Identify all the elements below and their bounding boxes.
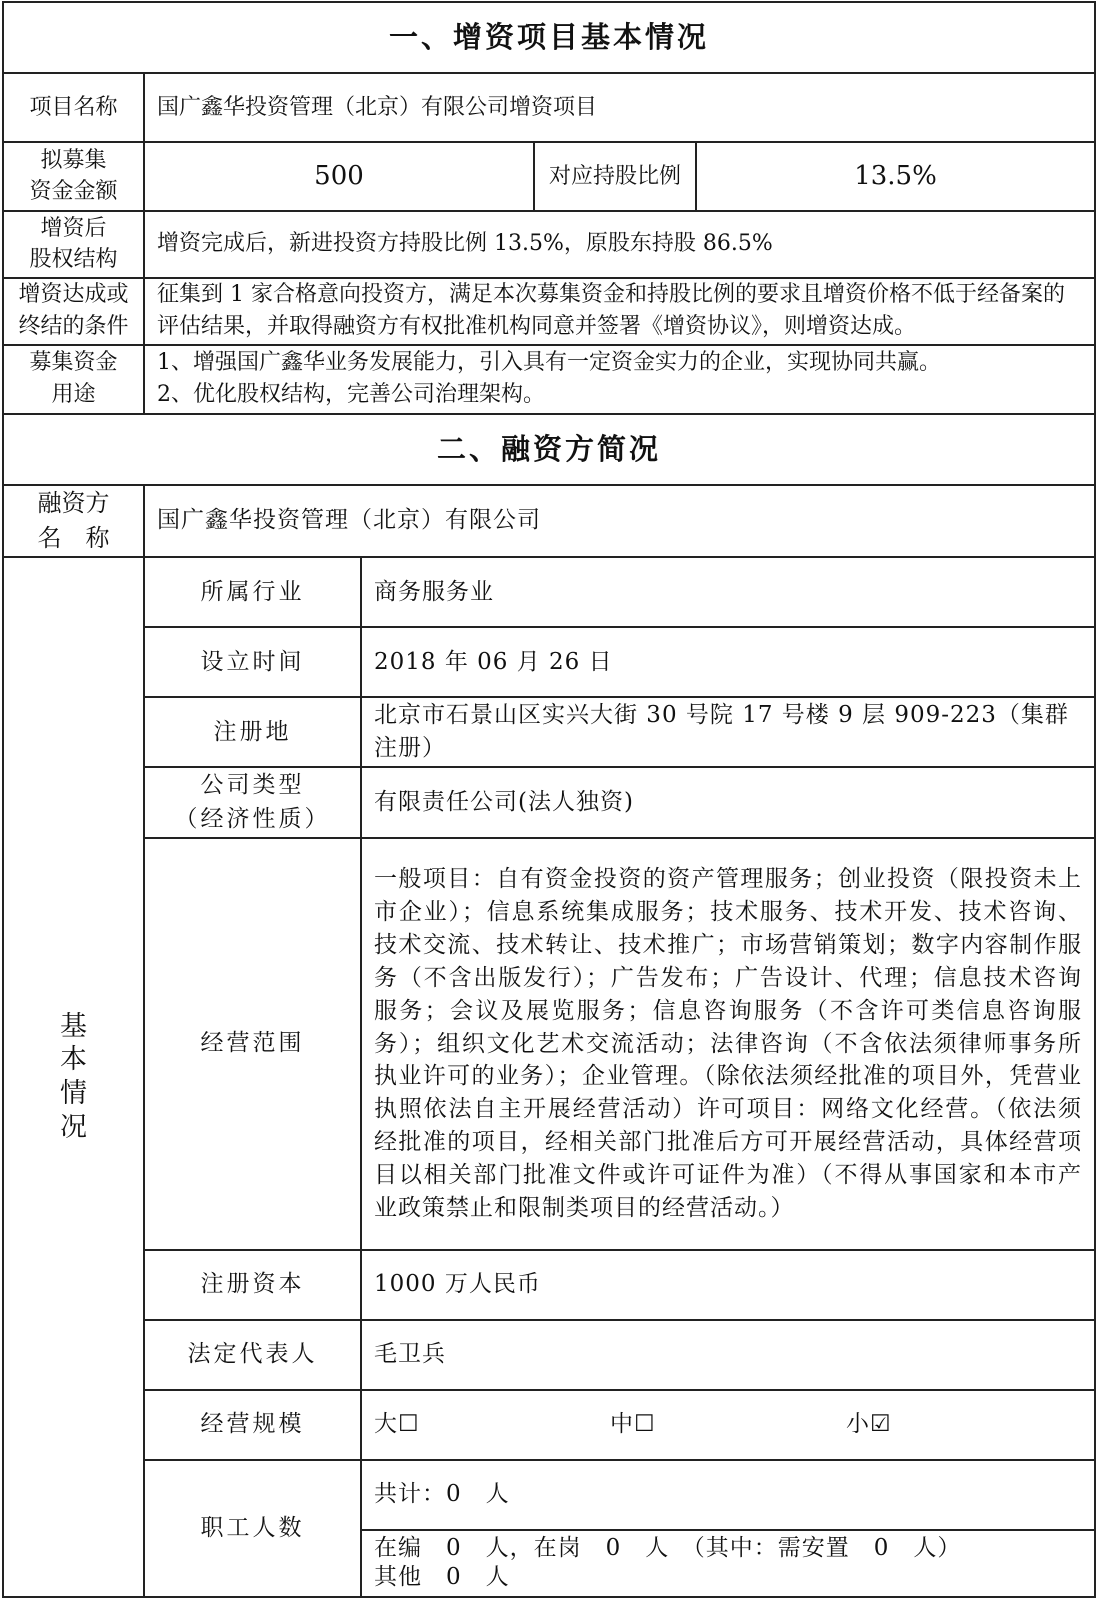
basic-info-label	[3, 557, 144, 1597]
financier-value: 国广鑫华投资管理（北京）有限公司	[144, 485, 1095, 558]
amount-label-line1: 拟募集	[40, 147, 107, 173]
equity-label-line2: 股权结构	[29, 247, 118, 273]
address-value: 北京市石景山区实兴大街 30 号院 17 号楼 9 层 909-223（集群注册）	[361, 697, 1095, 767]
project-name-label: 项目名称	[3, 73, 144, 142]
staff-detail-line1: 在编 0 人，在岗 0 人 （其中：需安置 0 人）	[374, 1534, 962, 1561]
equity-label-line1: 增资后	[40, 215, 107, 241]
staff-detail	[361, 1530, 1095, 1597]
capital-label: 注册资本	[144, 1250, 361, 1320]
founded-label: 设立时间	[144, 627, 361, 697]
basic-label-char: 情	[60, 1078, 87, 1110]
section2-title: 二、融资方简况	[3, 414, 1095, 485]
section1-title: 一、增资项目基本情况	[3, 2, 1095, 73]
company-type-value: 有限责任公司(法人独资)	[361, 767, 1095, 838]
scope-label: 经营范围	[144, 838, 361, 1250]
company-type-label	[144, 767, 361, 838]
industry-value: 商务服务业	[361, 557, 1095, 627]
staff-label: 职工人数	[144, 1460, 361, 1597]
staff-detail-line2: 其他 0 人	[374, 1564, 510, 1591]
financier-label-line2: 名 称	[37, 524, 110, 553]
amount-value: 500	[144, 142, 534, 211]
amount-label-line2: 资金金额	[29, 179, 118, 205]
usage-label	[3, 345, 144, 414]
basic-label-char: 本	[60, 1044, 87, 1076]
basic-label-char: 况	[60, 1111, 87, 1143]
scope-value: 一般项目：自有资金投资的资产管理服务；创业投资（限投资未上市企业）；信息系统集成服务；技术服务、技术开发、技术咨询、技术交流、技术转让、技术推广；市场营销策划；数字内容制作服务（不含出版发行）；广告发布；广告设计、代理；信息技术咨询服务；会议及展览服务；信息咨询服务（不含许可类信息咨询服务）；组织文化艺术交流活动；法律咨询（不含依法须律师事务所执业许可的业务）；企业管理。（除依法须经批准的项目外，凭营业执照依法自主开展经营活动）许可项目：网络文化经营。（依法须经批准的项目，经相关部门批准后方可开展经营活动，具体经营项目以相关部门批准文件或许可证件为准）（不得从事国家和本市产业政策禁止和限制类项目的经营活动。）	[361, 838, 1095, 1250]
ratio-value: 13.5%	[696, 142, 1095, 211]
usage-value	[144, 345, 1095, 414]
amount-label	[3, 142, 144, 211]
scale-large-option: 大☐	[374, 1411, 420, 1438]
company-type-label-line1: 公司类型	[200, 772, 305, 799]
conditions-label	[3, 278, 144, 345]
usage-label-line1: 募集资金	[29, 350, 118, 376]
scale-label: 经营规模	[144, 1390, 361, 1460]
conditions-value: 征集到 1 家合格意向投资方，满足本次募集资金和持股比例的要求且增资价格不低于经备案的评估结果，并取得融资方有权批准机构同意并签署《增资协议》，则增资达成。	[144, 278, 1095, 345]
scale-small-option: 小☑	[846, 1411, 892, 1438]
usage-label-line2: 用途	[51, 382, 96, 408]
industry-label: 所属行业	[144, 557, 361, 627]
equity-label	[3, 211, 144, 278]
conditions-label-line2: 终结的条件	[18, 314, 129, 340]
scale-medium-option: 中☐	[610, 1411, 656, 1438]
staff-total: 共计：0 人	[361, 1460, 1095, 1530]
scale-options	[361, 1390, 1095, 1460]
equity-value: 增资完成后，新进投资方持股比例 13.5%，原股东持股 86.5%	[144, 211, 1095, 278]
conditions-label-line1: 增资达成或	[18, 282, 129, 308]
address-label: 注册地	[144, 697, 361, 767]
info-table	[2, 1, 1096, 1598]
basic-label-char: 基	[60, 1010, 87, 1042]
financier-label-line1: 融资方	[37, 489, 110, 518]
founded-value: 2018 年 06 月 26 日	[361, 627, 1095, 697]
usage-line2: 2、优化股权结构，完善公司治理架构。	[157, 382, 545, 408]
financier-label	[3, 485, 144, 558]
ratio-label: 对应持股比例	[534, 142, 696, 211]
company-type-label-line2: （经济性质）	[174, 805, 331, 832]
legal-rep-value: 毛卫兵	[361, 1320, 1095, 1390]
usage-line1: 1、增强国广鑫华业务发展能力，引入具有一定资金实力的企业，实现协同共赢。	[157, 350, 941, 376]
project-name-value: 国广鑫华投资管理（北京）有限公司增资项目	[144, 73, 1095, 142]
legal-rep-label: 法定代表人	[144, 1320, 361, 1390]
capital-value: 1000 万人民币	[361, 1250, 1095, 1320]
